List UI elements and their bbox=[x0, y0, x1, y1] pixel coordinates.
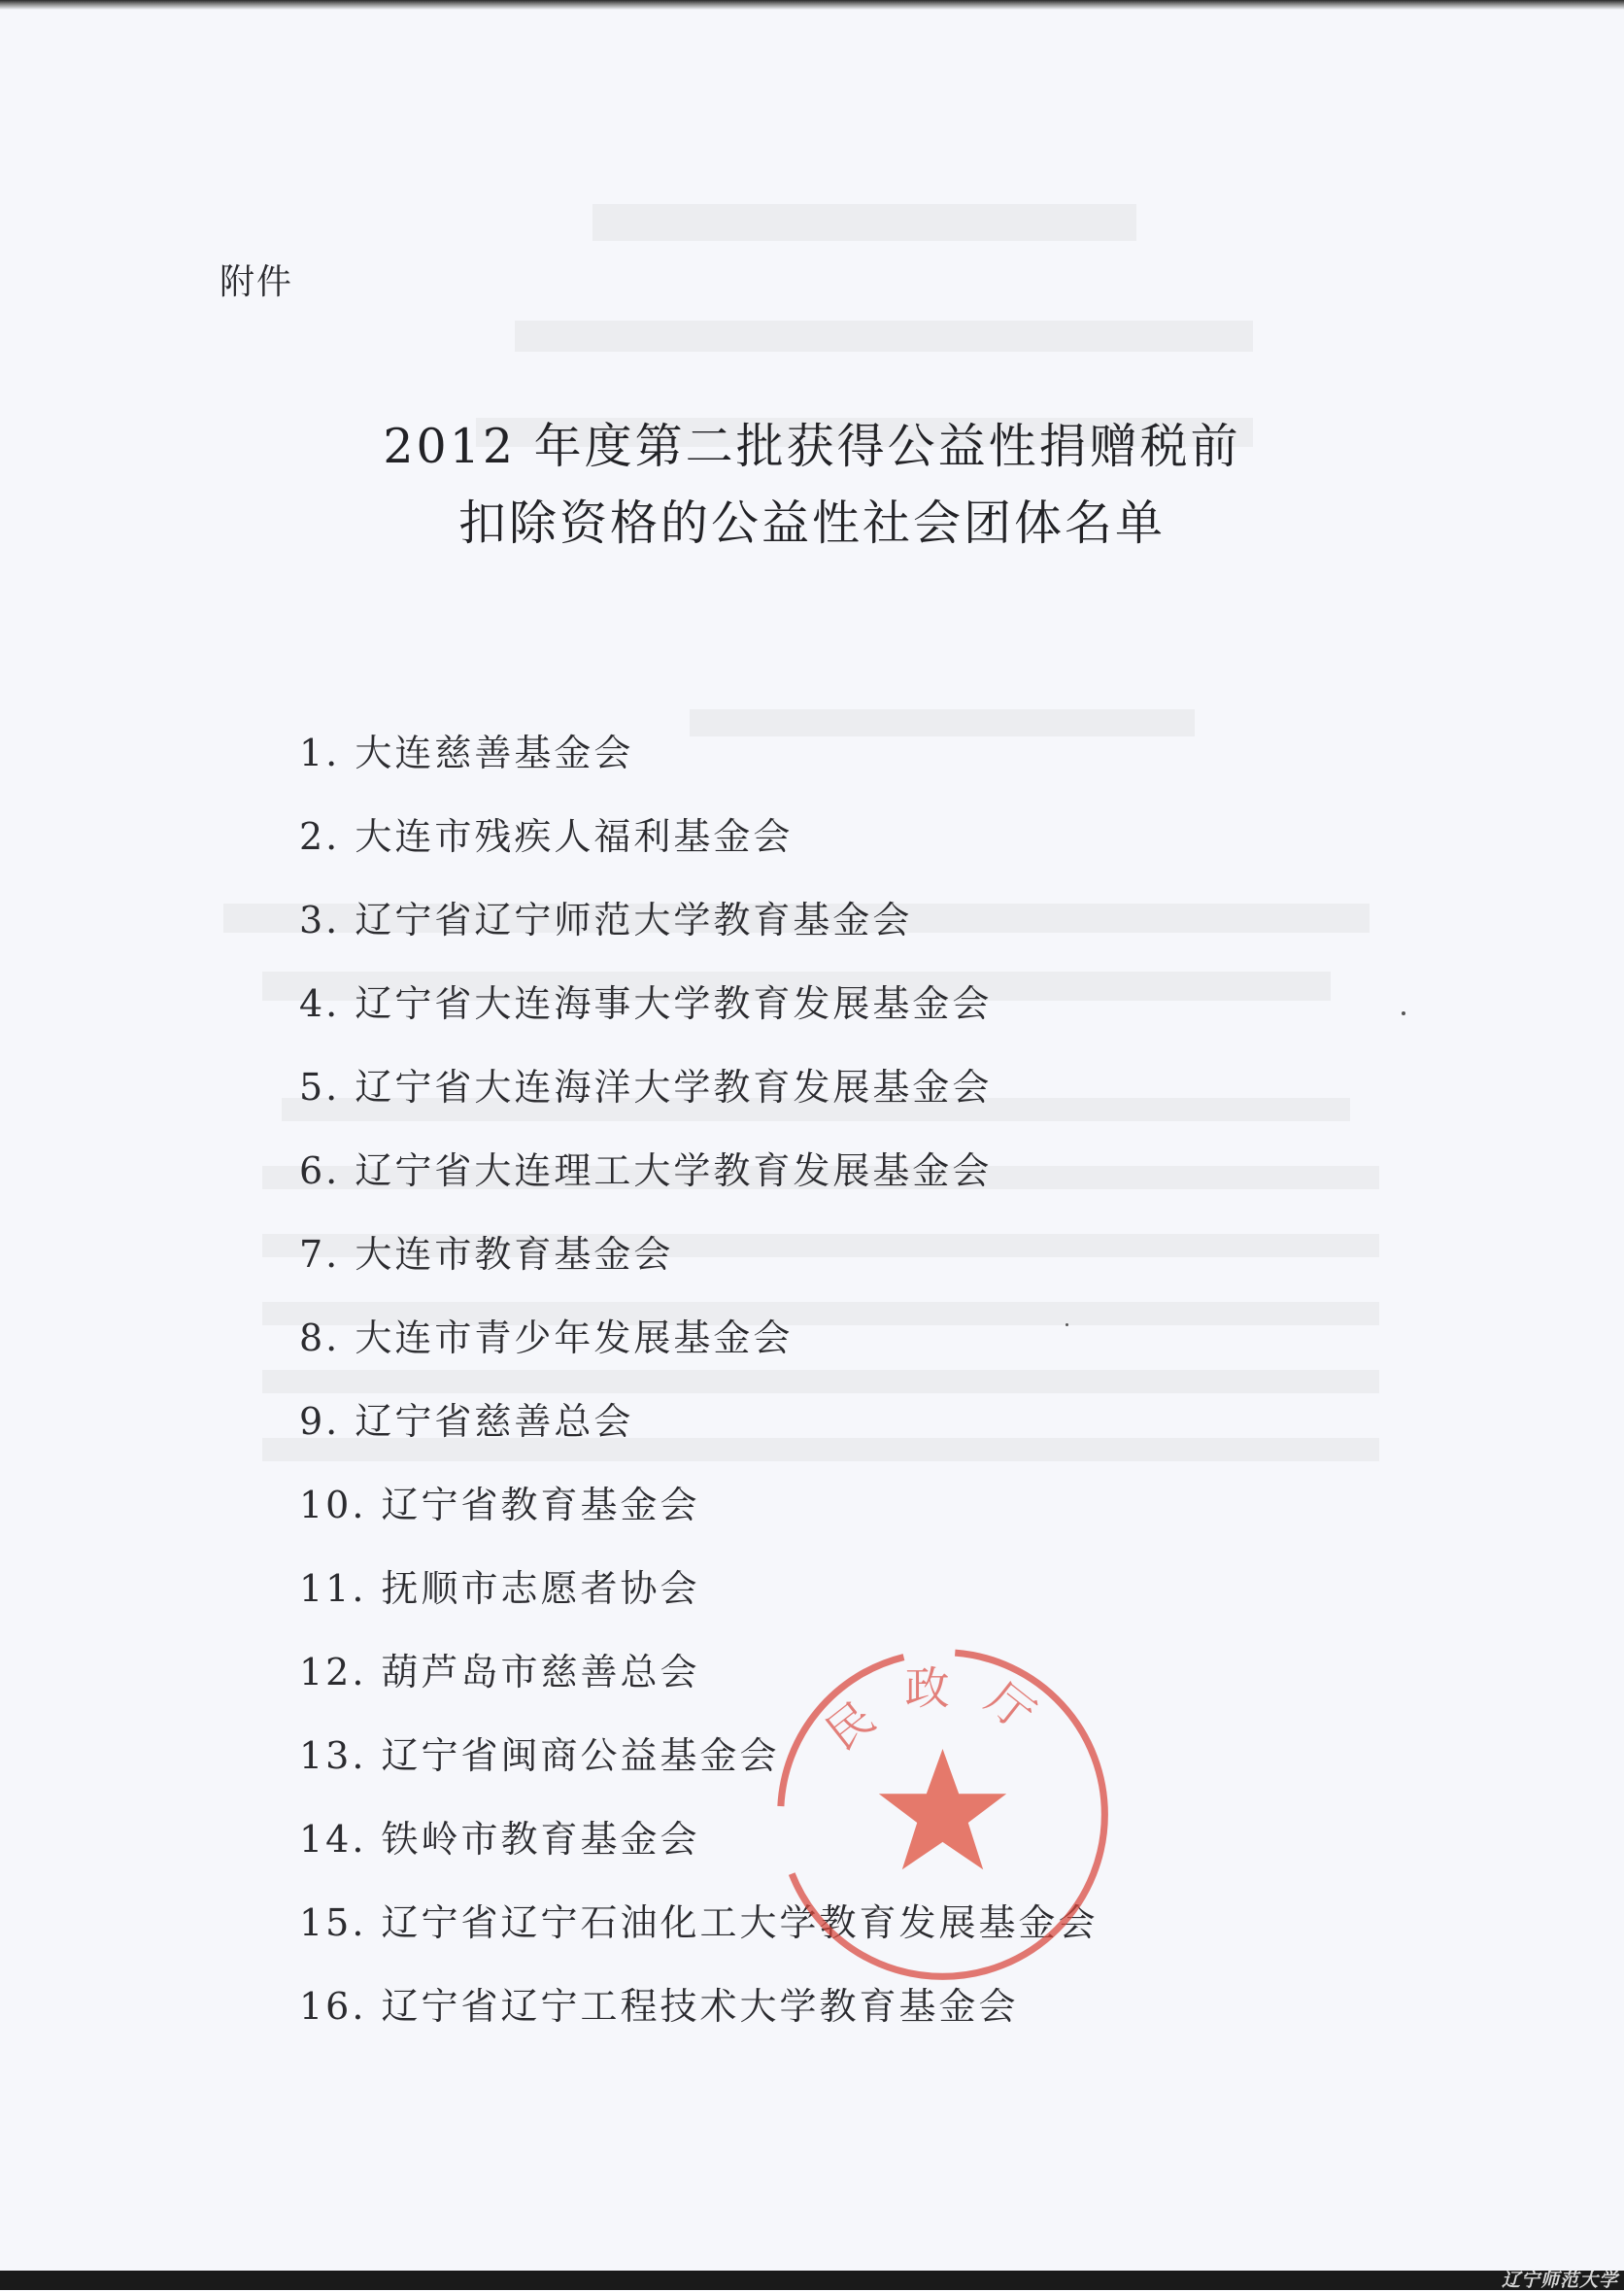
list-item: 5. 辽宁省大连海洋大学教育发展基金会 bbox=[299, 1066, 993, 1109]
seal-text: 民政厅 bbox=[816, 1661, 1069, 1761]
scan-speck bbox=[1402, 1011, 1405, 1015]
list-item: 12. 葫芦岛市慈善总会 bbox=[299, 1651, 700, 1693]
seal-star-icon bbox=[879, 1749, 1006, 1869]
list-item: 10. 辽宁省教育基金会 bbox=[299, 1484, 700, 1526]
title-line-1: 2012 年度第二批获得公益性捐赠税前 bbox=[383, 419, 1241, 474]
list-item: 7. 大连市教育基金会 bbox=[299, 1233, 674, 1276]
list-item: 13. 辽宁省闽商公益基金会 bbox=[299, 1734, 780, 1777]
list-item: 9. 辽宁省慈善总会 bbox=[299, 1400, 634, 1443]
list-item: 16. 辽宁省辽宁工程技术大学教育基金会 bbox=[299, 1985, 1019, 2028]
list-item: 6. 辽宁省大连理工大学教育发展基金会 bbox=[299, 1149, 993, 1192]
list-item: 15. 辽宁省辽宁石油化工大学教育发展基金会 bbox=[299, 1901, 1099, 1944]
list-item: 2. 大连市残疾人福利基金会 bbox=[299, 815, 794, 858]
watermark: 辽宁师范大学 bbox=[1501, 2270, 1618, 2291]
list-item: 11. 抚顺市志愿者协会 bbox=[299, 1567, 700, 1610]
document-title bbox=[233, 408, 1391, 562]
scan-top-shadow bbox=[0, 0, 1624, 10]
scan-speck bbox=[1066, 1323, 1068, 1326]
list-item: 1. 大连慈善基金会 bbox=[299, 732, 634, 774]
list-item: 4. 辽宁省大连海事大学教育发展基金会 bbox=[299, 982, 993, 1025]
scan-bottom-bar bbox=[0, 2271, 1624, 2290]
list-item: 8. 大连市青少年发展基金会 bbox=[299, 1316, 794, 1359]
list-item: 3. 辽宁省辽宁师范大学教育基金会 bbox=[299, 899, 913, 941]
list-item: 14. 铁岭市教育基金会 bbox=[299, 1818, 700, 1861]
attachment-label: 附件 bbox=[220, 262, 294, 302]
title-line-2: 扣除资格的公益性社会团体名单 bbox=[457, 496, 1166, 551]
official-seal bbox=[770, 1642, 1115, 1987]
